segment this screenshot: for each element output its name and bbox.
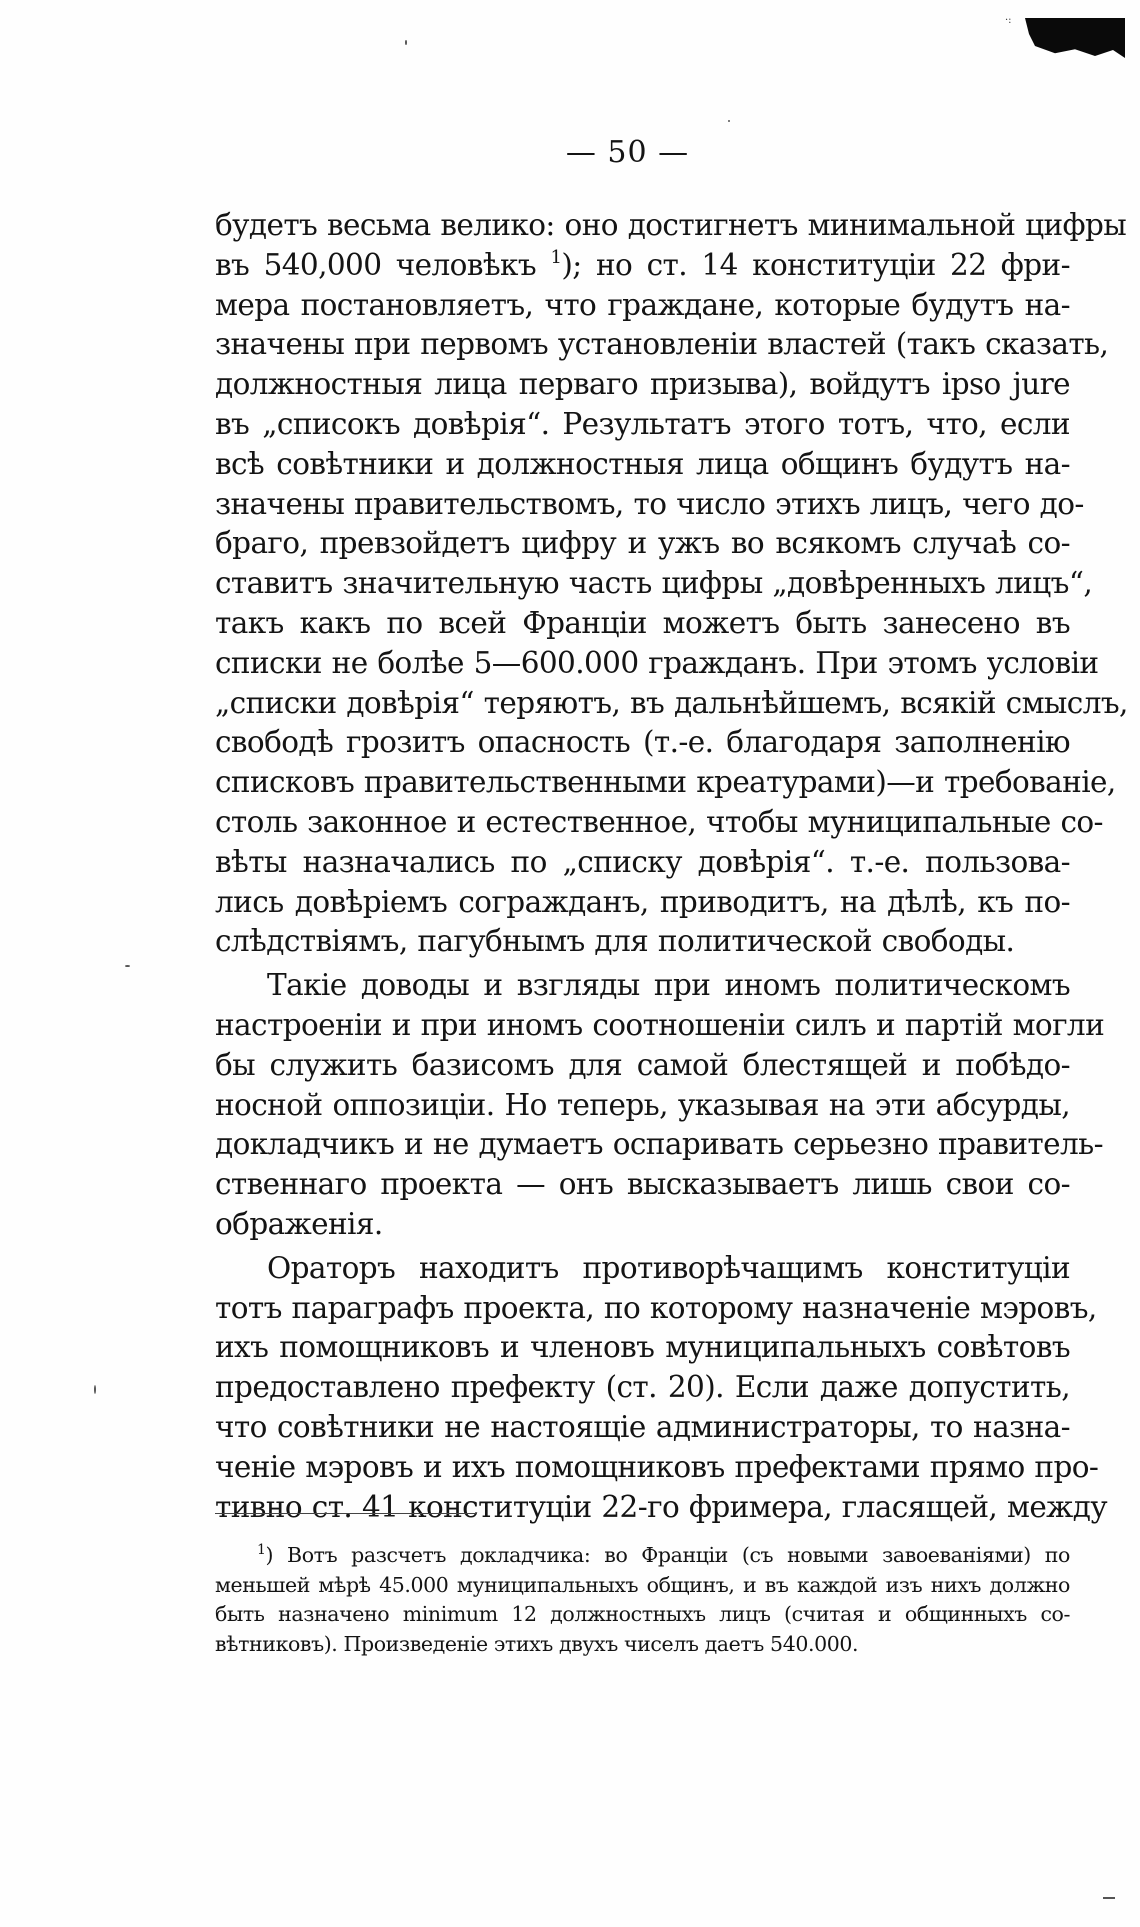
text-line: настроеніи и при иномъ соотношеніи силъ и партій могли [215,1007,1105,1042]
scan-speck [1103,1897,1115,1899]
text-line: ображенія. [215,1206,383,1241]
footnote-separator [215,1513,477,1514]
text-line: Такіе доводы и взгляды при иномъ политическомъ [267,968,1070,1003]
text-line-segment: ); но ст. 14 конституціи 22 фри- [561,247,1070,282]
main-text [215,206,1128,1527]
text-line: лись довѣріемъ согражданъ, приводитъ, на дѣлѣ, къ по- [215,884,1070,919]
footnote-line: быть назначено minimum 12 должностныхъ лицъ (считая и общинныхъ со- [215,1602,1070,1627]
text-line: предоставлено префекту (ст. 20). Если даже допустить, [215,1370,1070,1405]
scan-edge-mark [1025,18,1125,58]
text-line: списковъ правительственными креатурами)—и требованіе, [215,765,1116,800]
text-line: „списки довѣрія“ теряютъ, въ дальнѣйшемъ, всякій смыслъ, [215,685,1128,720]
text-line: тивно ст. 41 конституціи 22-го фримера, гласящей, между [215,1489,1108,1524]
text-line: мера постановляетъ, что граждане, которые будутъ на- [215,287,1070,322]
footnote-reference: 1 [550,246,562,268]
text-line: такъ какъ по всей Франціи можетъ быть занесено въ [215,605,1070,640]
text-line [215,246,1070,286]
text-line-segment: въ 540,000 человѣкъ [215,247,537,282]
text-line: тотъ параграфъ проекта, по которому назначеніе мэровъ, [215,1290,1097,1325]
text-line: ченіе мэровъ и ихъ помощниковъ префектами прямо про- [215,1449,1099,1484]
text-line: въ „списокъ довѣрія“. Результатъ этого тотъ, что, если [215,406,1070,441]
footnote-line-segment: ) Вотъ разсчетъ докладчика: во Франціи (съ новыми завоеваніями) по [265,1543,1070,1567]
corner-specks: ·: [1005,15,1012,26]
footnote-line: вѣтниковъ). Произведеніе этихъ двухъ чиселъ даетъ 540.000. [215,1632,859,1657]
text-line: значены правительствомъ, то число этихъ лицъ, чего до- [215,486,1084,521]
text-line: вѣты назначались по „списку довѣрія“. т.-е. пользова- [215,844,1070,879]
page-number: — 50 — [565,135,690,170]
text-line: докладчикъ и не думаетъ оспаривать серьезно правитель- [215,1127,1103,1162]
scan-speck [728,120,730,122]
text-line: ставитъ значительную часть цифры „довѣренныхъ лицъ“, [215,566,1093,601]
text-line: будетъ весьма велико: оно достигнетъ минимальной цифры [215,208,1127,242]
footnote-line [215,1541,1070,1571]
text-line: значены при первомъ установленіи властей (такъ сказать, [215,327,1109,362]
text-line: носной оппозиціи. Но теперь, указывая на эти абсурды, [215,1087,1070,1122]
text-line: бы служить базисомъ для самой блестящей и побѣдо- [215,1047,1070,1082]
text-line: слѣдствіямъ, пагубнымъ для политической свободы. [215,924,1015,959]
footnote-line: меньшей мѣрѣ 45.000 муниципальныхъ общинъ, и въ каждой изъ нихъ должно [215,1572,1070,1597]
text-line: списки не болѣе 5—600.000 гражданъ. При этомъ условіи [215,645,1099,680]
text-line: Ораторъ находитъ противорѣчащимъ конституціи [267,1250,1070,1285]
scan-speck [405,40,407,45]
footnote-marker: 1 [257,1542,266,1558]
footnote [215,1541,1070,1660]
scan-speck [125,965,130,967]
scan-speck [94,1385,96,1394]
text-line: всѣ совѣтники и должностныя лица общинъ будутъ на- [215,446,1070,481]
text-line: столь законное и естественное, чтобы муниципальные со- [215,804,1103,839]
text-line: что совѣтники не настоящіе администраторы, то назна- [215,1409,1070,1444]
text-line: свободѣ грозитъ опасность (т.-е. благодаря заполненію [215,725,1070,760]
text-line: ихъ помощниковъ и членовъ муниципальныхъ совѣтовъ [215,1330,1070,1365]
text-line: должностныя лица перваго призыва), войдутъ ipso jure [215,367,1070,402]
text-line: ственнаго проекта — онъ высказываетъ лишь свои со- [215,1167,1070,1202]
text-line: браго, превзойдетъ цифру и ужъ во всякомъ случаѣ со- [215,526,1070,561]
